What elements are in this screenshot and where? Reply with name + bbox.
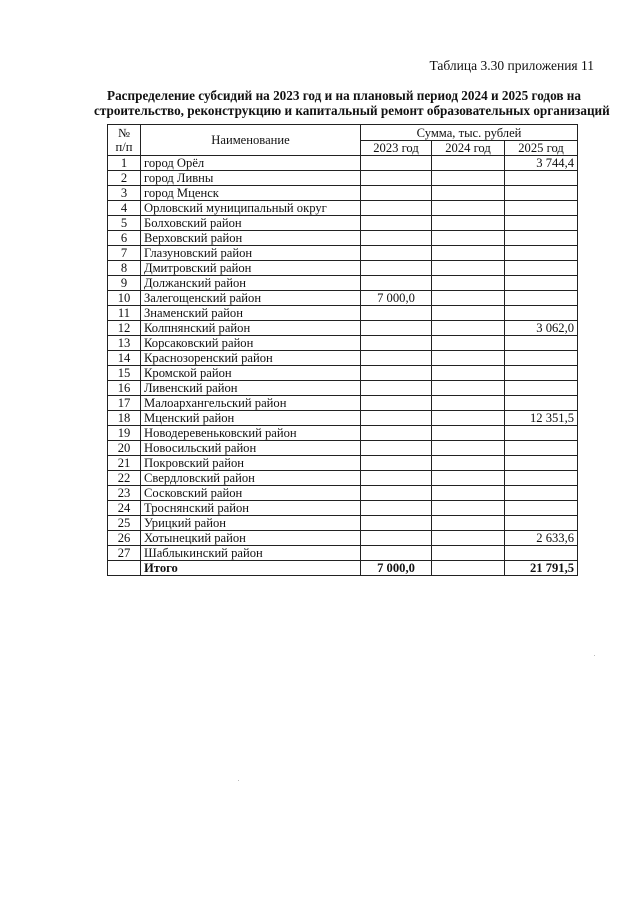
- row-2023: [361, 426, 432, 441]
- row-name: Должанский район: [141, 276, 361, 291]
- total-label: Итого: [141, 561, 361, 576]
- row-2024: [432, 186, 505, 201]
- row-2025: [505, 501, 578, 516]
- row-2024: [432, 201, 505, 216]
- row-2024: [432, 501, 505, 516]
- row-2023: 7 000,0: [361, 291, 432, 306]
- row-2024: [432, 231, 505, 246]
- title-line-1: Распределение субсидий на 2023 год и на плановый период 2024 и 2025 годов на: [107, 88, 581, 103]
- row-number: 5: [108, 216, 141, 231]
- row-2024: [432, 456, 505, 471]
- row-2024: [432, 321, 505, 336]
- row-2023: [361, 201, 432, 216]
- row-2024: [432, 336, 505, 351]
- total-2023: 7 000,0: [361, 561, 432, 576]
- total-row: [108, 561, 578, 576]
- row-number: 9: [108, 276, 141, 291]
- row-name: город Ливны: [141, 171, 361, 186]
- row-number: 10: [108, 291, 141, 306]
- row-number: 6: [108, 231, 141, 246]
- row-2023: [361, 156, 432, 171]
- row-number: 8: [108, 261, 141, 276]
- header-number-symbol: №: [117, 126, 131, 140]
- row-2024: [432, 351, 505, 366]
- row-2024: [432, 471, 505, 486]
- row-2023: [361, 246, 432, 261]
- row-name: город Мценск: [141, 186, 361, 201]
- subsidy-table: [107, 124, 578, 576]
- header-number: [108, 125, 141, 156]
- row-2024: [432, 531, 505, 546]
- row-name: Залегощенский район: [141, 291, 361, 306]
- row-number: 25: [108, 516, 141, 531]
- row-2025: [505, 276, 578, 291]
- row-name: Новодеревеньковский район: [141, 426, 361, 441]
- row-2025: [505, 261, 578, 276]
- row-2023: [361, 381, 432, 396]
- row-name: Хотынецкий район: [141, 531, 361, 546]
- table-row: [108, 231, 578, 246]
- row-2024: [432, 261, 505, 276]
- scan-speck: [238, 780, 239, 781]
- table-row: [108, 516, 578, 531]
- row-name: Краснозоренский район: [141, 351, 361, 366]
- row-number: 26: [108, 531, 141, 546]
- row-2025: [505, 306, 578, 321]
- row-name: Кромской район: [141, 366, 361, 381]
- table-row: [108, 216, 578, 231]
- row-2023: [361, 306, 432, 321]
- table-row: [108, 411, 578, 426]
- row-2025: 3 744,4: [505, 156, 578, 171]
- row-2023: [361, 231, 432, 246]
- row-name: Свердловский район: [141, 471, 361, 486]
- table-row: [108, 261, 578, 276]
- table-row: [108, 171, 578, 186]
- annex-label: Таблица 3.30 приложения 11: [429, 58, 594, 73]
- row-number: 12: [108, 321, 141, 336]
- row-2025: [505, 186, 578, 201]
- table-row: [108, 246, 578, 261]
- table-row: [108, 426, 578, 441]
- row-2025: [505, 231, 578, 246]
- table-body: [108, 156, 578, 561]
- row-number: 3: [108, 186, 141, 201]
- row-2025: [505, 441, 578, 456]
- row-2024: [432, 306, 505, 321]
- header-year-2024: 2024 год: [432, 141, 505, 156]
- row-name: Колпнянский район: [141, 321, 361, 336]
- row-2024: [432, 156, 505, 171]
- row-number: 19: [108, 426, 141, 441]
- row-2023: [361, 216, 432, 231]
- row-number: 22: [108, 471, 141, 486]
- total-2024: [432, 561, 505, 576]
- row-2025: 3 062,0: [505, 321, 578, 336]
- row-2025: [505, 396, 578, 411]
- row-2024: [432, 411, 505, 426]
- row-2025: [505, 381, 578, 396]
- row-2023: [361, 471, 432, 486]
- row-2023: [361, 276, 432, 291]
- row-2024: [432, 381, 505, 396]
- row-2025: [505, 546, 578, 561]
- row-2024: [432, 171, 505, 186]
- row-2024: [432, 426, 505, 441]
- row-number: 2: [108, 171, 141, 186]
- table-row: [108, 531, 578, 546]
- row-2025: [505, 351, 578, 366]
- row-2023: [361, 531, 432, 546]
- row-2025: [505, 456, 578, 471]
- table-row: [108, 291, 578, 306]
- row-number: 16: [108, 381, 141, 396]
- row-name: Мценский район: [141, 411, 361, 426]
- row-name: Покровский район: [141, 456, 361, 471]
- row-2023: [361, 336, 432, 351]
- row-2024: [432, 546, 505, 561]
- row-name: Болховский район: [141, 216, 361, 231]
- row-2024: [432, 441, 505, 456]
- row-2025: [505, 471, 578, 486]
- row-number: 7: [108, 246, 141, 261]
- row-2025: [505, 426, 578, 441]
- table-row: [108, 366, 578, 381]
- row-number: 13: [108, 336, 141, 351]
- row-2023: [361, 396, 432, 411]
- row-number: 18: [108, 411, 141, 426]
- row-name: Малоархангельский район: [141, 396, 361, 411]
- header-sum: Сумма, тыс. рублей: [361, 125, 578, 141]
- row-2024: [432, 396, 505, 411]
- row-name: Троснянский район: [141, 501, 361, 516]
- table-row: [108, 501, 578, 516]
- table-row: [108, 381, 578, 396]
- row-2023: [361, 546, 432, 561]
- row-2024: [432, 291, 505, 306]
- row-name: Дмитровский район: [141, 261, 361, 276]
- row-2023: [361, 261, 432, 276]
- table-row: [108, 201, 578, 216]
- row-2024: [432, 216, 505, 231]
- row-2025: [505, 201, 578, 216]
- row-2025: [505, 291, 578, 306]
- row-name: Знаменский район: [141, 306, 361, 321]
- row-2023: [361, 351, 432, 366]
- row-name: Верховский район: [141, 231, 361, 246]
- header-row-1: [108, 125, 578, 141]
- row-number: 1: [108, 156, 141, 171]
- table-row: [108, 306, 578, 321]
- row-2024: [432, 276, 505, 291]
- row-2023: [361, 411, 432, 426]
- row-number: 23: [108, 486, 141, 501]
- row-number: 24: [108, 501, 141, 516]
- row-2023: [361, 486, 432, 501]
- table-row: [108, 186, 578, 201]
- row-name: Шаблыкинский район: [141, 546, 361, 561]
- table-row: [108, 396, 578, 411]
- row-2024: [432, 486, 505, 501]
- row-number: 11: [108, 306, 141, 321]
- row-name: Сосковский район: [141, 486, 361, 501]
- row-2023: [361, 171, 432, 186]
- header-number-abbr: п/п: [115, 140, 133, 154]
- table-row: [108, 321, 578, 336]
- row-name: Новосильский район: [141, 441, 361, 456]
- row-2025: [505, 516, 578, 531]
- table-row: [108, 441, 578, 456]
- row-2023: [361, 186, 432, 201]
- row-name: Корсаковский район: [141, 336, 361, 351]
- row-2025: [505, 246, 578, 261]
- header-name: Наименование: [141, 125, 361, 156]
- row-2023: [361, 441, 432, 456]
- row-2025: [505, 366, 578, 381]
- row-number: 4: [108, 201, 141, 216]
- row-name: город Орёл: [141, 156, 361, 171]
- row-number: 15: [108, 366, 141, 381]
- row-2024: [432, 246, 505, 261]
- table-row: [108, 471, 578, 486]
- row-2025: 12 351,5: [505, 411, 578, 426]
- row-2023: [361, 321, 432, 336]
- scan-speck: [594, 655, 595, 656]
- table-row: [108, 546, 578, 561]
- table-row: [108, 486, 578, 501]
- row-2025: [505, 216, 578, 231]
- row-name: Ливенский район: [141, 381, 361, 396]
- row-name: Глазуновский район: [141, 246, 361, 261]
- table-row: [108, 456, 578, 471]
- row-2023: [361, 516, 432, 531]
- total-number-cell: [108, 561, 141, 576]
- table-row: [108, 336, 578, 351]
- table-row: [108, 276, 578, 291]
- row-2025: 2 633,6: [505, 531, 578, 546]
- document-title: [94, 88, 610, 118]
- row-name: Орловский муниципальный округ: [141, 201, 361, 216]
- row-2025: [505, 486, 578, 501]
- row-2025: [505, 336, 578, 351]
- table-row: [108, 156, 578, 171]
- row-2023: [361, 366, 432, 381]
- header-year-2025: 2025 год: [505, 141, 578, 156]
- row-2024: [432, 366, 505, 381]
- row-number: 20: [108, 441, 141, 456]
- row-number: 27: [108, 546, 141, 561]
- row-number: 21: [108, 456, 141, 471]
- table-row: [108, 351, 578, 366]
- row-2024: [432, 516, 505, 531]
- header-year-2023: 2023 год: [361, 141, 432, 156]
- row-number: 14: [108, 351, 141, 366]
- total-2025: 21 791,5: [505, 561, 578, 576]
- row-2025: [505, 171, 578, 186]
- row-2023: [361, 501, 432, 516]
- row-name: Урицкий район: [141, 516, 361, 531]
- row-number: 17: [108, 396, 141, 411]
- title-line-2: строительство, реконструкцию и капитальный ремонт образовательных организаций: [94, 103, 610, 118]
- row-2023: [361, 456, 432, 471]
